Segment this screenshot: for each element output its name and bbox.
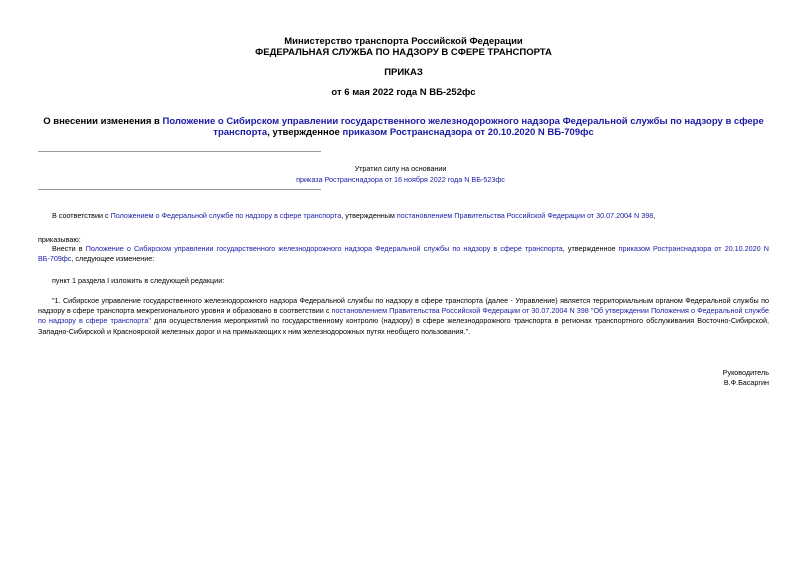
p1-text-b: , утвержденным (341, 211, 397, 220)
title-prefix: О внесении изменения в (43, 116, 163, 127)
status-note: Утратил силу на основании (354, 164, 447, 173)
signature-name: В.Ф.Басаргин (723, 378, 769, 387)
document-title (30, 116, 777, 138)
p3-link-order[interactable]: приказом Ространснадзора от 20.10.2020 N ВБ-709фс (38, 244, 769, 264)
p5-text-b: для осуществления мероприятий по государственному контролю (надзору) в сфере железнодорожного транспорта в регионах транспортного обслуживания Восточно-Сибирской, Западно-Сибирской и Красноярской железных дорог и на примыкающих к ним железнодорожных путях необщего пользования.". (38, 316, 769, 336)
title-link-order[interactable]: приказом Ространснадзора от 20.10.2020 N ВБ-709фс (342, 127, 594, 138)
ministry-name: Министерство транспорта Российской Федерации (284, 36, 523, 47)
paragraph-new-text (38, 296, 769, 337)
p1-text-c: , (653, 211, 656, 220)
paragraph-order: приказываю: (38, 235, 81, 244)
paragraph-amendment (38, 244, 769, 264)
paragraph-item: пункт 1 раздела I изложить в следующей редакции: (52, 276, 225, 285)
document-type: ПРИКАЗ (384, 67, 423, 78)
p5-text-a: "1. Сибирское управление государственного железнодорожного надзора Федеральной службы по надзору в сфере транспорта (далее - Управление) является территориальным органом Федеральной службы по надзору в сфере транспорта межрегионального уровня и образовано в соответствии с (38, 296, 769, 316)
document-date-number: от 6 мая 2022 года N ВБ-252фс (331, 87, 476, 98)
status-link-wrap (38, 175, 763, 185)
p5-link-decree[interactable]: постановлением Правительства Российской Федерации от 30.07.2004 N 398 "Об утверждении Положения о Федеральной службе по надзору в сфере транспорта" (38, 306, 769, 326)
divider-top (38, 151, 321, 152)
p1-text-a: В соответствии с (52, 211, 111, 220)
p1-link-decree[interactable]: постановлением Правительства Российской Федерации от 30.07.2004 N 398 (396, 211, 654, 220)
status-link[interactable]: приказа Ространснадзора от 16 ноября 2022 года N ВБ-523фс (296, 175, 505, 184)
p3-link-regulation[interactable]: Положение о Сибирском управлении государственного железнодорожного надзора Федеральной службы по надзору в сфере транспорта (85, 244, 563, 253)
title-middle: , утвержденное (267, 127, 343, 138)
signature-role: Руководитель (722, 368, 769, 377)
service-name: ФЕДЕРАЛЬНАЯ СЛУЖБА ПО НАДЗОРУ В СФЕРЕ ТРАНСПОРТА (255, 47, 552, 58)
p3-text-a: Внести в (52, 244, 86, 253)
paragraph-basis (38, 211, 769, 221)
title-link-regulation[interactable]: Положение о Сибирском управлении государственного железнодорожного надзора Федеральной службы по надзору в сфере транспорта (162, 116, 764, 138)
p1-link-regulation[interactable]: Положением о Федеральной службе по надзору в сфере транспорта (110, 211, 342, 220)
divider-bottom (38, 189, 321, 190)
p3-text-c: , следующее изменение: (71, 254, 155, 264)
p3-text-b: , утвержденное (562, 244, 619, 253)
